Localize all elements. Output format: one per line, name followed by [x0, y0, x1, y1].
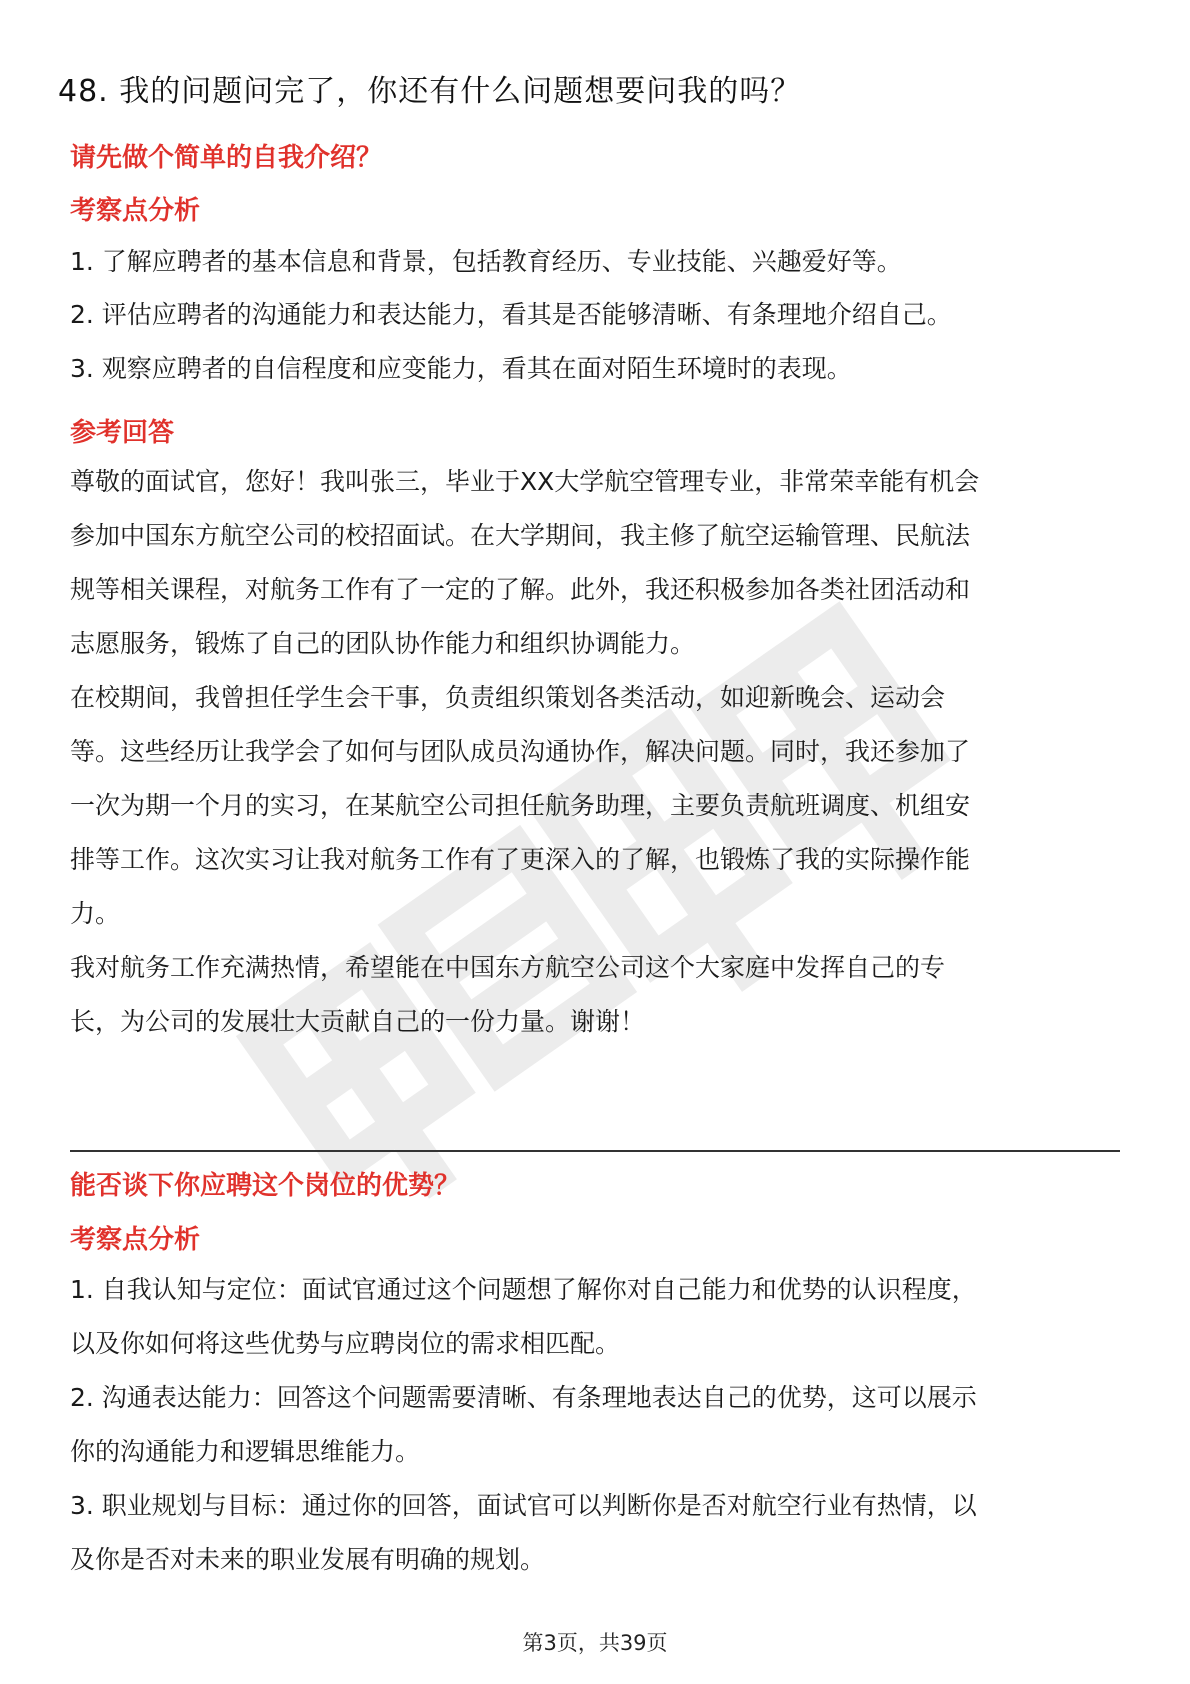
section1-answer-line: 尊敬的面试官，您好！我叫张三，毕业于XX大学航空管理专业，非常荣幸能有机会	[70, 467, 980, 496]
section1-question: 请先做个简单的自我介绍？	[70, 143, 383, 173]
section1-answer-line: 我对航务工作充满热情，希望能在中国东方航空公司这个大家庭中发挥自己的专	[70, 953, 946, 982]
section-divider	[70, 1150, 1120, 1152]
section2-analysis-heading: 考察点分析	[70, 1225, 201, 1255]
section1-analysis-item: 3. 观察应聘者的自信程度和应变能力，看其在面对陌生环境时的表现。	[70, 354, 852, 383]
page-footer: 第3页，共39页	[522, 1631, 668, 1655]
section1-answer-line: 参加中国东方航空公司的校招面试。在大学期间，我主修了航空运输管理、民航法	[70, 521, 971, 550]
section1-analysis-item: 1. 了解应聘者的基本信息和背景，包括教育经历、专业技能、兴趣爱好等。	[70, 247, 902, 276]
section1-answer-line: 长，为公司的发展壮大贡献自己的一份力量。谢谢！	[70, 1007, 646, 1036]
section2-analysis-line: 你的沟通能力和逻辑思维能力。	[70, 1437, 421, 1466]
section1-answer-line: 等。这些经历让我学会了如何与团队成员沟通协作，解决问题。同时，我还参加了	[70, 737, 971, 766]
section2-analysis-line: 3. 职业规划与目标：通过你的回答，面试官可以判断你是否对航空行业有热情，以	[70, 1491, 977, 1520]
section1-answer-line: 一次为期一个月的实习，在某航空公司担任航务助理，主要负责航班调度、机组安	[70, 791, 971, 820]
section1-analysis-item: 2. 评估应聘者的沟通能力和表达能力，看其是否能够清晰、有条理地介绍自己。	[70, 300, 952, 329]
section1-analysis-heading: 考察点分析	[70, 196, 201, 226]
section2-analysis-line: 以及你如何将这些优势与应聘岗位的需求相匹配。	[70, 1329, 621, 1358]
section1-answer-line: 规等相关课程，对航务工作有了一定的了解。此外，我还积极参加各类社团活动和	[70, 575, 971, 604]
section1-answer-line: 力。	[70, 899, 121, 928]
section2-analysis-line: 及你是否对未来的职业发展有明确的规划。	[70, 1545, 546, 1574]
question-title: 48. 我的问题问完了，你还有什么问题想要问我的吗？	[58, 74, 802, 109]
section1-answer-line: 排等工作。这次实习让我对航务工作有了更深入的了解，也锻炼了我的实际操作能	[70, 845, 971, 874]
section1-answer-line: 在校期间，我曾担任学生会干事，负责组织策划各类活动，如迎新晚会、运动会	[70, 683, 946, 712]
section1-answer-line: 志愿服务，锻炼了自己的团队协作能力和组织协调能力。	[70, 629, 696, 658]
section2-analysis-line: 2. 沟通表达能力：回答这个问题需要清晰、有条理地表达自己的优势，这可以展示	[70, 1383, 977, 1412]
section2-question: 能否谈下你应聘这个岗位的优势？	[70, 1171, 461, 1201]
watermark-graphic	[210, 560, 1030, 1260]
section1-answer-heading: 参考回答	[70, 418, 175, 448]
section2-analysis-line: 1. 自我认知与定位：面试官通过这个问题想了解你对自己能力和优势的认识程度，	[70, 1275, 977, 1304]
